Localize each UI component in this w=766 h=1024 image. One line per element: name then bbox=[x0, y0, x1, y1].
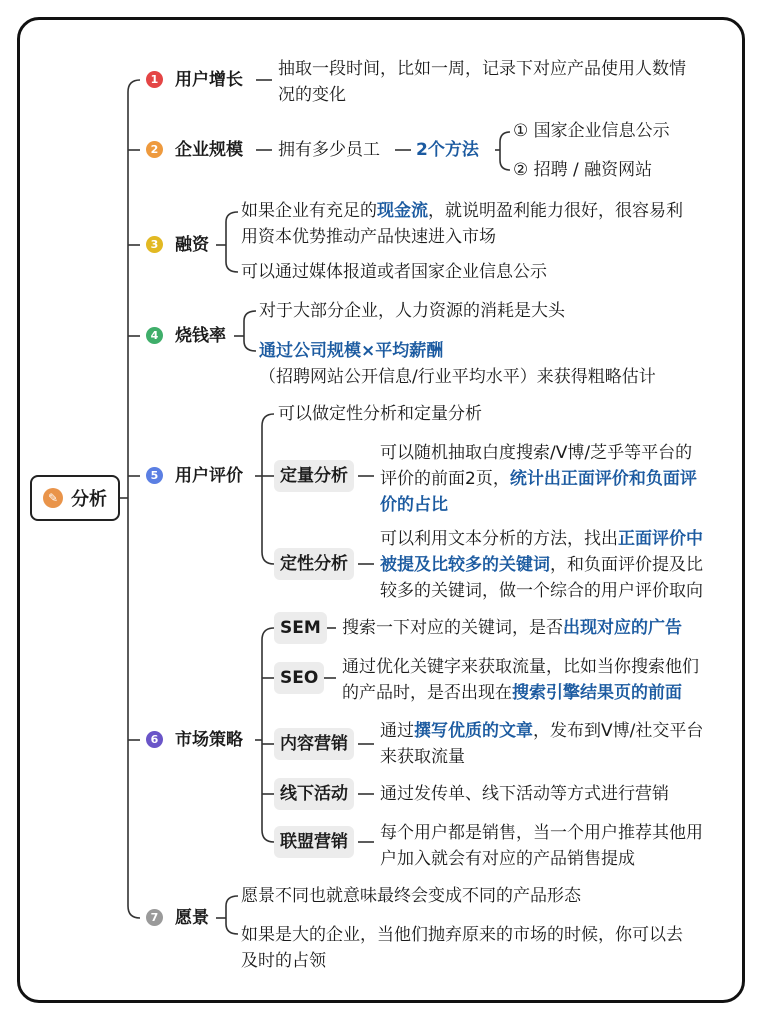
affiliate-line1: 每个用户都是销售，当一个用户推荐其他用 bbox=[380, 823, 703, 843]
burn-rate-source: （招聘网站公开信息/行业平均水平）来获得粗略估计 bbox=[259, 367, 656, 387]
quant-line3: 价的占比 bbox=[380, 495, 448, 515]
company-size-desc: 拥有多少员工 bbox=[278, 140, 380, 160]
seo-line2: 的产品时，是否出现在搜索引擎结果页的前面 bbox=[342, 683, 682, 703]
qual-line2: 被提及比较多的关键词，和负面评价提及比 bbox=[380, 555, 703, 575]
badge-5: 5 bbox=[146, 467, 163, 484]
burn-rate-note: 对于大部分企业，人力资源的消耗是大头 bbox=[259, 301, 565, 321]
user-growth-line2: 况的变化 bbox=[278, 85, 346, 105]
badge-7: 7 bbox=[146, 909, 163, 926]
reviews-intro: 可以做定性分析和定量分析 bbox=[278, 404, 482, 424]
qual-line1: 可以利用文本分析的方法，找出正面评价中 bbox=[380, 529, 703, 549]
branch-title-burn-rate: 烧钱率 bbox=[175, 326, 226, 346]
badge-3: 3 bbox=[146, 236, 163, 253]
burn-rate-formula: 通过公司规模×平均薪酬 bbox=[259, 341, 444, 361]
sem-desc: 搜索一下对应的关键词，是否出现对应的广告 bbox=[342, 618, 682, 638]
offline-desc: 通过发传单、线下活动等方式进行营销 bbox=[380, 784, 669, 804]
branch-title-user-reviews: 用户评价 bbox=[175, 466, 243, 486]
quant-line2: 评价的前面2页，统计出正面评价和负面评 bbox=[380, 469, 697, 489]
root-node bbox=[30, 475, 120, 521]
pill-sem: SEM bbox=[274, 612, 327, 644]
branch-title-vision: 愿景 bbox=[175, 908, 209, 928]
pill-quantitative: 定量分析 bbox=[274, 460, 354, 492]
method-2: ② 招聘 / 融资网站 bbox=[513, 160, 653, 180]
user-growth-line1: 抽取一段时间，比如一周，记录下对应产品使用人数情 bbox=[278, 59, 686, 79]
branch-title-market-strategy: 市场策略 bbox=[175, 730, 243, 750]
badge-4: 4 bbox=[146, 327, 163, 344]
badge-1: 1 bbox=[146, 71, 163, 88]
method-1: ① 国家企业信息公示 bbox=[513, 121, 670, 141]
badge-6: 6 bbox=[146, 731, 163, 748]
pencil-icon: ✎ bbox=[43, 488, 63, 508]
quant-line1: 可以随机抽取白度搜索/V博/芝乎等平台的 bbox=[380, 443, 693, 463]
qual-line3: 较多的关键词，做一个综合的用户评价取向 bbox=[380, 581, 703, 601]
content-line2: 来获取流量 bbox=[380, 747, 465, 767]
seo-line1: 通过优化关键字来获取流量，比如当你搜索他们 bbox=[342, 657, 699, 677]
pill-seo: SEO bbox=[274, 662, 324, 694]
pill-offline: 线下活动 bbox=[274, 778, 354, 810]
company-size-methods: 2个方法 bbox=[416, 140, 479, 160]
branch-title-financing: 融资 bbox=[175, 235, 209, 255]
branch-title-user-growth: 用户增长 bbox=[175, 70, 243, 90]
badge-2: 2 bbox=[146, 141, 163, 158]
financing-line1: 如果企业有充足的现金流，就说明盈利能力很好，很容易利 bbox=[241, 201, 683, 221]
root-label: 分析 bbox=[71, 489, 107, 510]
pill-qualitative: 定性分析 bbox=[274, 548, 354, 580]
branch-title-company-size: 企业规模 bbox=[175, 140, 243, 160]
vision-line2: 如果是大的企业，当他们抛弃原来的市场的时候，你可以去 bbox=[241, 925, 683, 945]
affiliate-line2: 户加入就会有对应的产品销售提成 bbox=[380, 849, 635, 869]
pill-content-marketing: 内容营销 bbox=[274, 728, 354, 760]
content-line1: 通过撰写优质的文章，发布到V博/社交平台 bbox=[380, 721, 704, 741]
financing-line2: 用资本优势推动产品快速进入市场 bbox=[241, 227, 496, 247]
pill-affiliate: 联盟营销 bbox=[274, 826, 354, 858]
vision-line1: 愿景不同也就意味最终会变成不同的产品形态 bbox=[241, 886, 581, 906]
vision-line3: 及时的占领 bbox=[241, 951, 326, 971]
financing-source: 可以通过媒体报道或者国家企业信息公示 bbox=[241, 262, 547, 282]
